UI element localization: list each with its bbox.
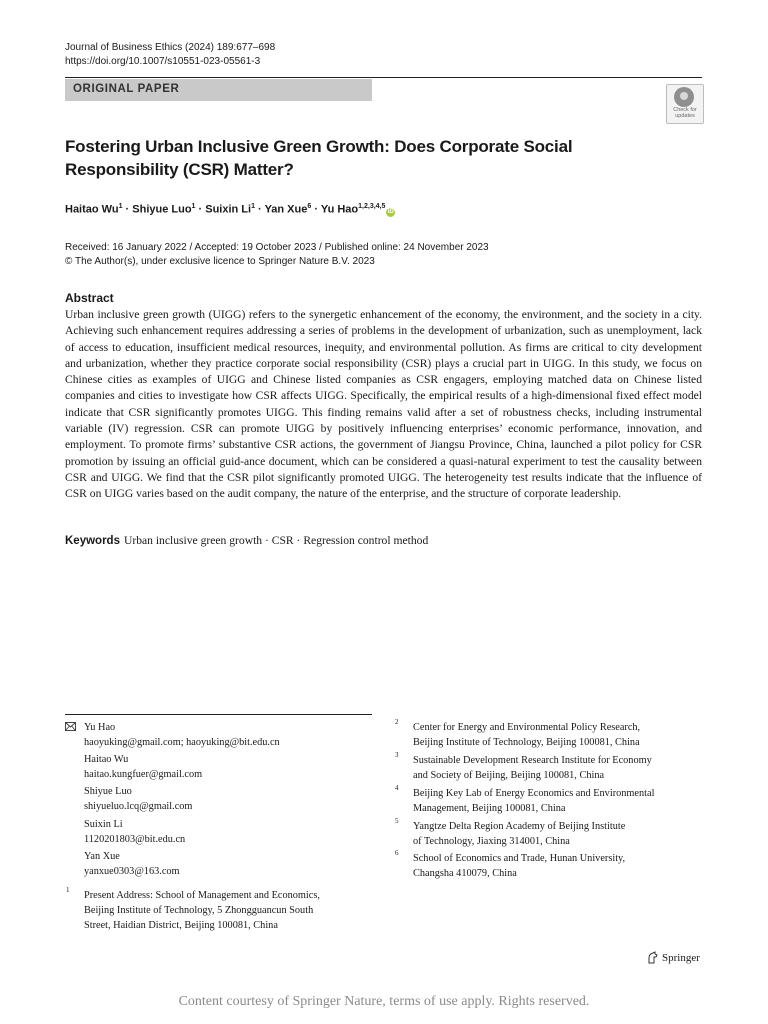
author-name[interactable]: Yan Xue (264, 203, 308, 216)
affiliation-line: Present Address: School of Management and Economics, (84, 890, 320, 901)
footnote-rule (65, 714, 372, 715)
contact-email[interactable]: haoyuking@gmail.com; haoyuking@bit.edu.cn (84, 737, 280, 748)
author-affiliation: 1,2,3,4,5 (358, 203, 386, 210)
affiliation-line: Beijing Key Lab of Energy Economics and Environmental (413, 788, 655, 799)
check-updates-icon (674, 87, 694, 107)
journal-header (65, 41, 275, 69)
abstract-text: Urban inclusive green growth (UIGG) refers to the synergetic enhancement of the economy, the environment, and the society in a city. Achieving such enhancement requires addressing a series of problems in the development of urbanization, such as unemployment, lack of access to education, insufficient medical resources, inequity, and environmental pollution. As firms are critical to city development and urbanization, whether they practice corporate social responsibility (CSR) plays a crucial part in UIGG. In this study, we focus on Chinese cities as examples of UIGG and Chinese listed companies as CSR engagers, employing matched data on Chinese listed companies and cities to investigate how CSR affects UIGG. Specifically, the empirical results of a high-dimensional fixed effect model indicate that CSR significantly promotes UIGG. This finding remains valid after a set of robustness checks, including instrumental variable (IV) regression. CSR can promote UIGG by positively influencing enterprises’ economic performance, innovation, and employment. To promote firms’ substantive CSR actions, the government of Jiangsu Province, China, launched a pilot policy for CSR promotion by issuing an official guid-ance document, which can be considered a quasi-natural experiment to test the causality between CSR and UIGG. We find that the CSR pilot significantly promoted UIGG. The heterogeneity test results indicate that the influence of CSR on UIGG varies based on the audit company, the nature of the enterprise, and the structure of corporate leadership. (65, 308, 702, 501)
affiliation-line: Street, Haidian District, Beijing 100081, China (84, 920, 278, 931)
contact-entry (84, 720, 280, 750)
contact-name: Shiyue Luo (84, 786, 132, 797)
affiliation-entry (413, 753, 652, 783)
affiliation-number: 2 (395, 718, 399, 726)
header-rule (65, 77, 702, 78)
contact-name: Yan Xue (84, 851, 120, 862)
author-affiliation: 1 (118, 203, 123, 210)
keywords (65, 534, 428, 547)
affiliation-line: Beijing Institute of Technology, Beijing 100081, China (413, 737, 640, 748)
affiliation-line: School of Economics and Trade, Hunan University, (413, 853, 626, 864)
abstract-heading: Abstract (65, 291, 114, 305)
contact-email[interactable]: haitao.kungfuer@gmail.com (84, 769, 203, 780)
affiliation-number: 1 (66, 886, 70, 894)
affiliation-entry (413, 786, 654, 816)
history-dates: Received: 16 January 2022 / Accepted: 19 October 2023 / Published online: 24 November 2023 (65, 242, 489, 253)
affiliation-number: 4 (395, 784, 399, 792)
affiliation-line: Center for Energy and Environmental Policy Research, (413, 722, 641, 733)
affiliation-entry (413, 819, 625, 849)
contact-name: Haitao Wu (84, 754, 129, 765)
affiliation-entry (413, 851, 625, 881)
contact-entry (84, 817, 185, 847)
author-separator: · (122, 203, 133, 216)
paper-title: Fostering Urban Inclusive Green Growth: Does Corporate Social Responsibility (CSR) Matter? (65, 137, 573, 179)
envelope-icon (65, 722, 76, 731)
contact-entry (84, 849, 180, 879)
affiliation-line: Yangtze Delta Region Academy of Beijing Institute (413, 821, 626, 832)
affiliation-number: 5 (395, 817, 399, 825)
author-affiliation: 6 (307, 203, 312, 210)
contact-name: Yu Hao (84, 722, 116, 733)
author-name[interactable]: Shiyue Luo (132, 203, 192, 216)
doi-link[interactable]: https://doi.org/10.1007/s10551-023-05561-3 (65, 56, 261, 67)
affiliation-line: of Technology, Jiaxing 314001, China (413, 836, 570, 847)
contact-entry (84, 784, 192, 814)
keywords-text: Urban inclusive green growth · CSR · Regression control method (123, 534, 429, 547)
check-updates-text (666, 107, 704, 119)
contact-email[interactable]: shiyueluo.lcq@gmail.com (84, 801, 193, 812)
author-separator: · (195, 203, 206, 216)
affiliation-number: 6 (395, 849, 399, 857)
orcid-icon[interactable]: iD (387, 208, 394, 215)
keywords-heading: Keywords (65, 535, 120, 547)
affiliation-entry (84, 888, 320, 933)
author-separator: · (311, 203, 321, 216)
rights-footer: Content courtesy of Springer Nature, terms of use apply. Rights reserved. (178, 994, 590, 1009)
affiliation-line: Beijing Institute of Technology, 5 Zhongguancun South (84, 905, 314, 916)
affiliation-number: 3 (395, 751, 399, 759)
contact-email[interactable]: yanxue0303@163.com (84, 866, 180, 877)
publisher-name: Springer (662, 952, 700, 964)
author-separator: · (254, 203, 265, 216)
author-name[interactable]: Yu Hao (320, 203, 359, 216)
affiliation-line: Sustainable Development Research Institute for Economy (413, 755, 652, 766)
badge-line-2: updates (675, 113, 695, 119)
affiliation-entry (413, 720, 640, 750)
contact-email[interactable]: 1120201803@bit.edu.cn (84, 834, 186, 845)
affiliation-line: Changsha 410079, China (413, 868, 517, 879)
author-list (65, 203, 395, 217)
badge-line-1: Check for (673, 107, 697, 113)
contact-entry (84, 752, 202, 782)
publication-dates (65, 241, 489, 269)
author-name[interactable]: Suixin Li (205, 203, 252, 216)
author-affiliation: 1 (191, 203, 196, 210)
author-affiliation: 1 (251, 203, 255, 210)
springer-horse-icon (646, 951, 659, 965)
affiliation-line: Management, Beijing 100081, China (413, 803, 566, 814)
affiliation-line: and Society of Beijing, Beijing 100081, China (413, 770, 605, 781)
author-name[interactable]: Haitao Wu (65, 203, 119, 216)
copyright-notice: © The Author(s), under exclusive licence to Springer Nature B.V. 2023 (65, 256, 375, 267)
section-label: ORIGINAL PAPER (73, 83, 180, 95)
journal-citation: Journal of Business Ethics (2024) 189:677–698 (65, 42, 276, 53)
contact-name: Suixin Li (84, 819, 123, 830)
